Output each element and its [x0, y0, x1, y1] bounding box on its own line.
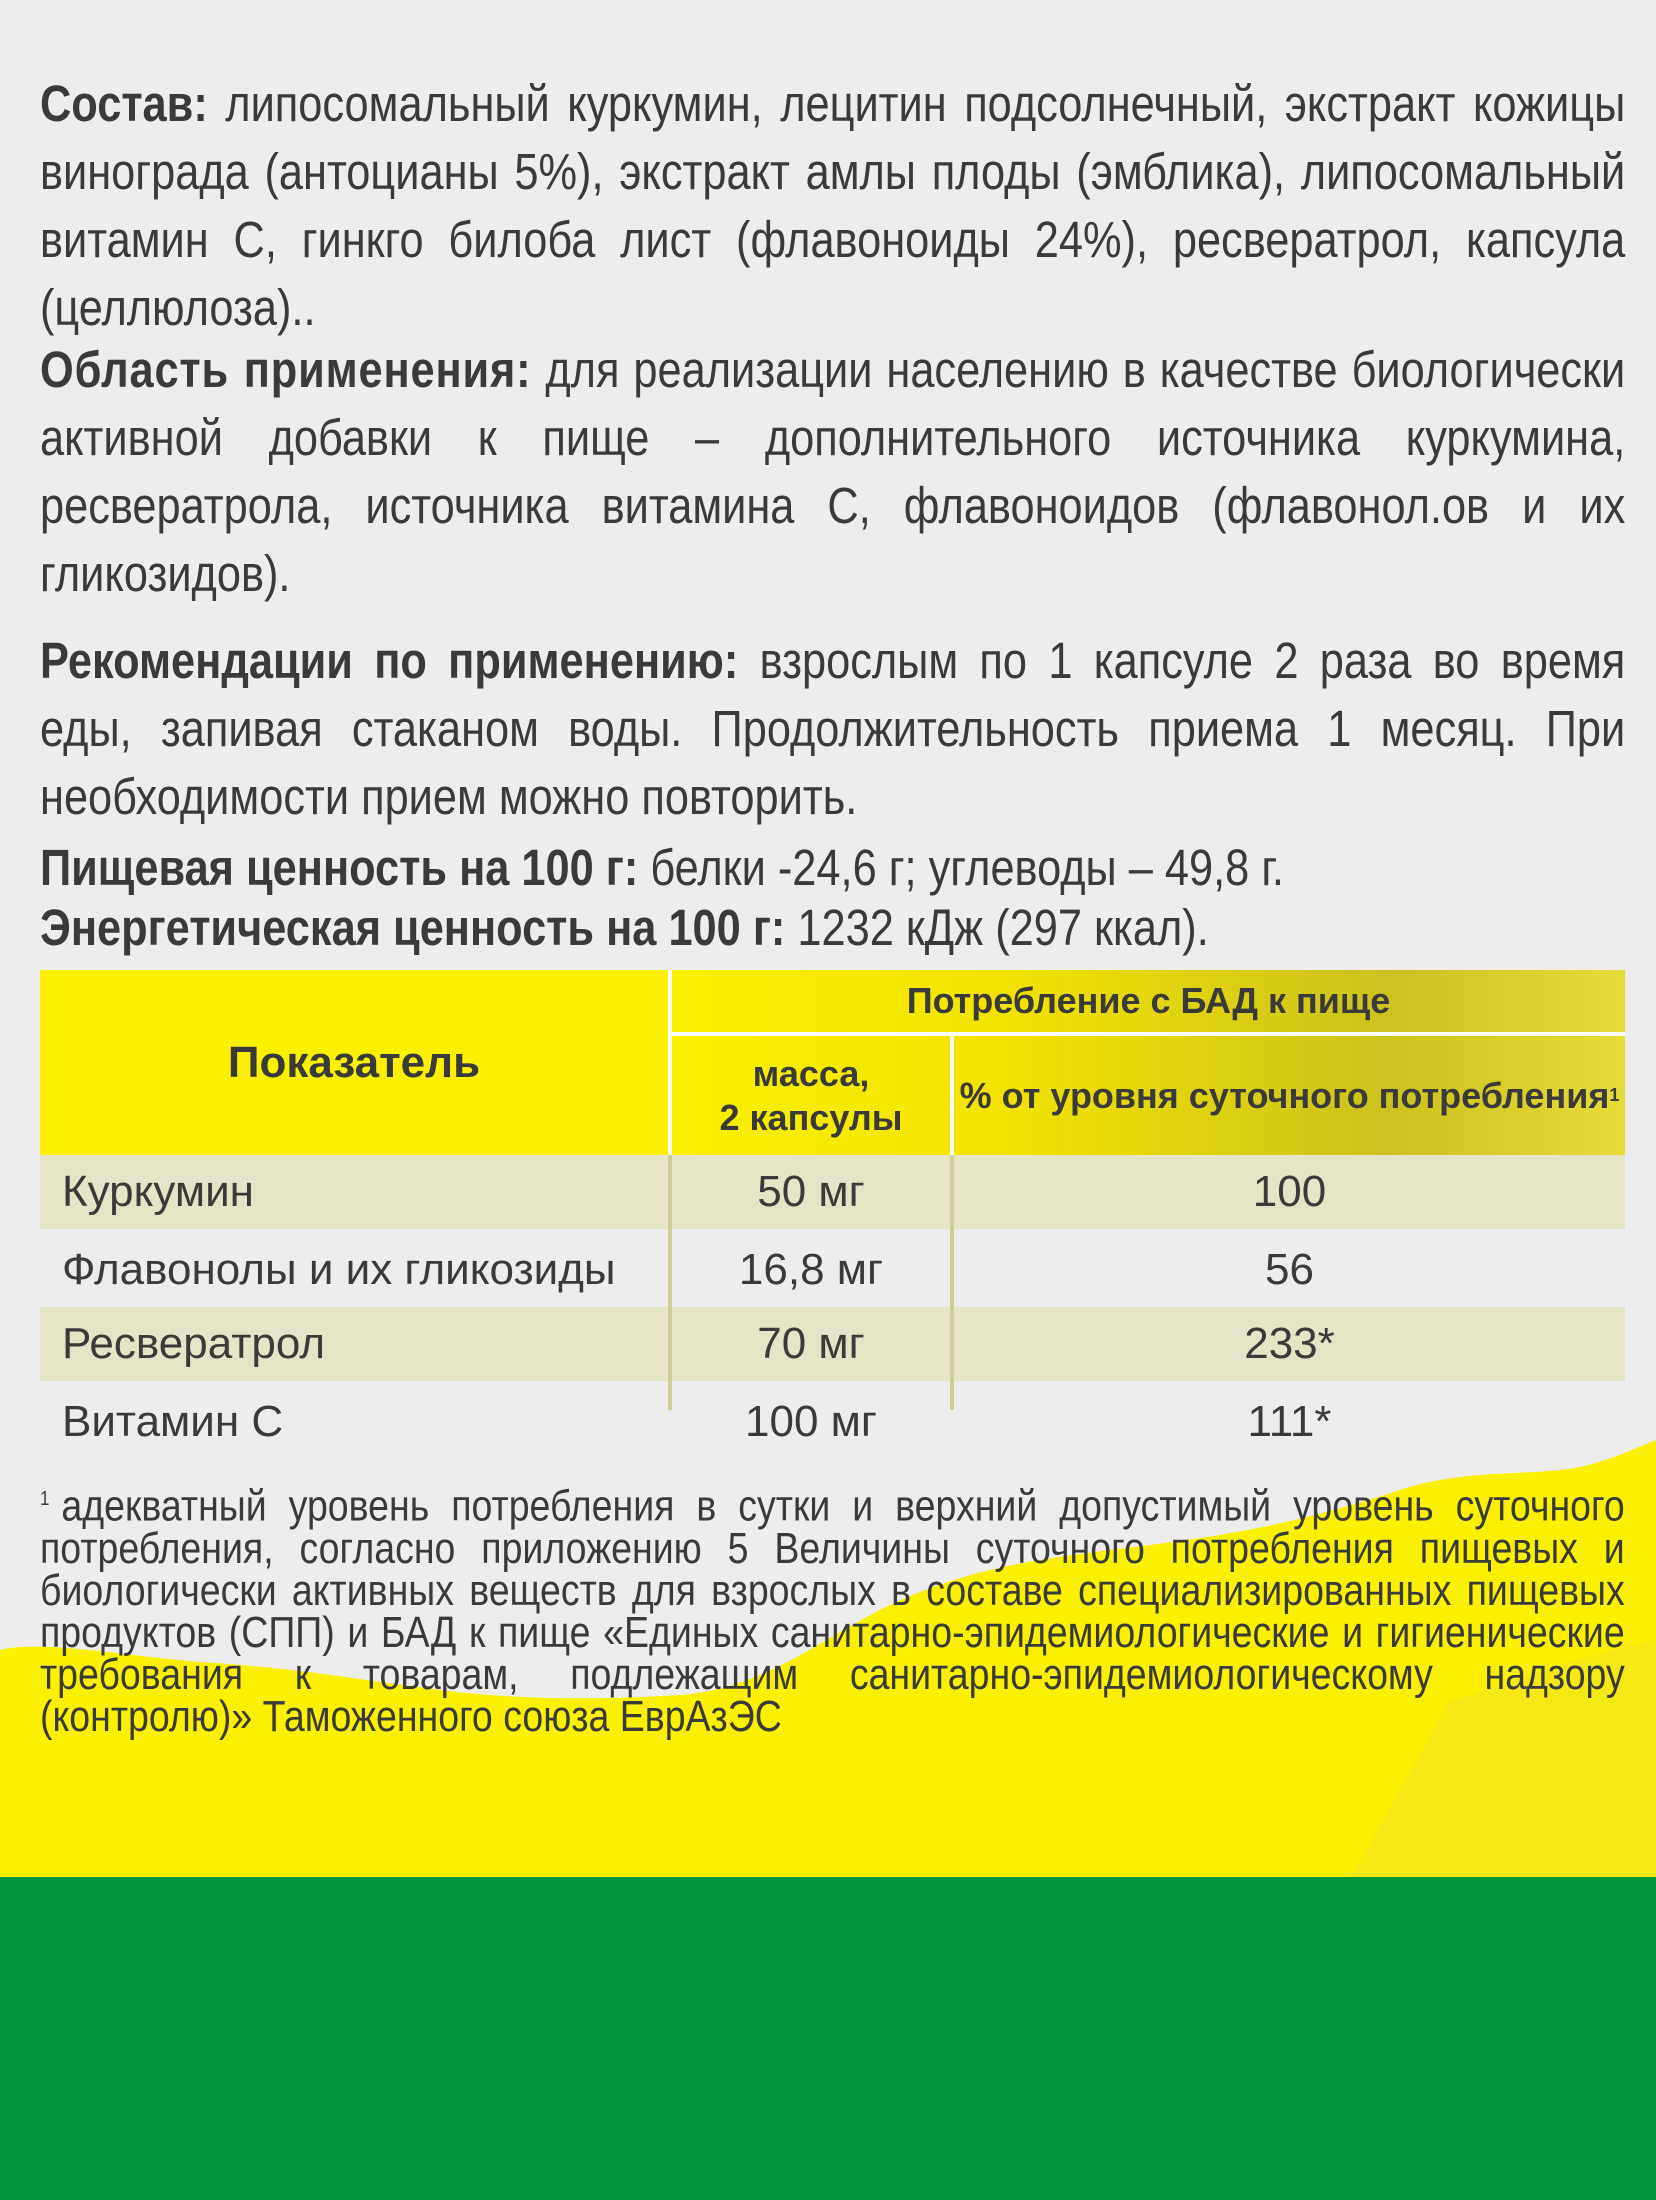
composition-paragraph	[40, 70, 1625, 342]
nutrition-label: Пищевая ценность на 100 г:	[40, 839, 639, 896]
row-percent: 233*	[1244, 1319, 1335, 1368]
header-divider-2	[950, 1036, 954, 1155]
body-divider-2	[950, 1155, 954, 1410]
consumption-table	[40, 970, 1625, 1445]
header-percent-text: % от уровня суточного потребления	[959, 1074, 1610, 1116]
energy-paragraph	[40, 898, 1625, 958]
row-percent: 111*	[1247, 1397, 1332, 1446]
body-divider-1	[668, 1155, 672, 1410]
header-percent-footnote-mark: 1	[1609, 1085, 1620, 1105]
header-divider-horizontal	[672, 1032, 1625, 1036]
footnote-marker: 1	[40, 1488, 50, 1510]
energy-text: 1232 кДж (297 ккал).	[797, 899, 1209, 956]
application-area-paragraph	[40, 336, 1625, 608]
nutrition-paragraph	[40, 838, 1625, 898]
recommendations-label: Рекомендации по применению:	[40, 632, 739, 689]
header-mass-line1: масса,	[752, 1052, 870, 1094]
row-mass: 70 мг	[757, 1319, 865, 1368]
header-indicator: Показатель	[227, 1037, 481, 1087]
header-mass	[672, 1036, 950, 1155]
row-percent: 56	[1265, 1245, 1314, 1294]
recommendations-text: взрослым по 1 капсуле 2 раза во время еды, запивая стаканом воды. Продолжительность приема 1 месяц. При необходимости прием можно повторить.	[40, 632, 1626, 825]
recommendations-paragraph	[40, 627, 1625, 831]
row-name: Куркумин	[62, 1167, 254, 1216]
table-header	[40, 970, 1625, 1155]
application-area-text: для реализации населению в качестве биологически активной добавки к пище – дополнительного источника куркумина, ресвератрола, источника витамина С, флавоноидов (флавонол.ов и их гликозидов).	[40, 341, 1626, 602]
table-row	[40, 1233, 1625, 1307]
application-area-label: Область применения:	[40, 341, 532, 398]
row-name: Витамин С	[62, 1397, 284, 1446]
row-mass: 16,8 мг	[738, 1245, 884, 1294]
row-name: Флавонолы и их гликозиды	[62, 1245, 616, 1294]
header-divider-1	[668, 970, 672, 1155]
header-mass-line2: 2 капсулы	[719, 1096, 903, 1138]
header-percent	[954, 1036, 1625, 1155]
green-footer-band	[0, 1877, 1656, 2200]
composition-label: Состав:	[40, 75, 208, 132]
footnote-text: адекватный уровень потребления в сутки и верхний допустимый уровень суточного потребления, согласно приложению 5 Величины суточного потребления пищевых и биологически активных веществ для взрослых в составе специализированных пищевых продуктов (СПП) и БАД к пище «Единых санитарно-эпидемиологические и гигиенические требования к товарам, подлежащим санитарно-эпидемиологическому надзору (контролю)» Таможенного союза ЕврАзЭС	[40, 1481, 1625, 1741]
footnote-paragraph	[40, 1478, 1625, 1741]
row-mass: 50 мг	[757, 1167, 865, 1216]
nutrition-text: белки -24,6 г; углеводы – 49,8 г.	[650, 839, 1284, 896]
header-mass-text	[720, 1052, 903, 1140]
row-name: Ресвератрол	[62, 1319, 326, 1368]
table-row	[40, 1307, 1625, 1381]
row-percent: 100	[1252, 1167, 1327, 1216]
header-consumption-group: Потребление с БАД к пище	[906, 980, 1391, 1021]
table-row	[40, 1385, 1625, 1459]
table-row	[40, 1155, 1625, 1229]
energy-label: Энергетическая ценность на 100 г:	[40, 899, 786, 956]
composition-text: липосомальный куркумин, лецитин подсолнечный, экстракт кожицы винограда (антоцианы 5%), экстракт амлы плоды (эмблика), липосомальный витамин С, гинкго билоба лист (флавоноиды 24%), ресвератрол, капсула (целлюлоза)..	[40, 75, 1626, 336]
row-mass: 100 мг	[745, 1397, 877, 1446]
